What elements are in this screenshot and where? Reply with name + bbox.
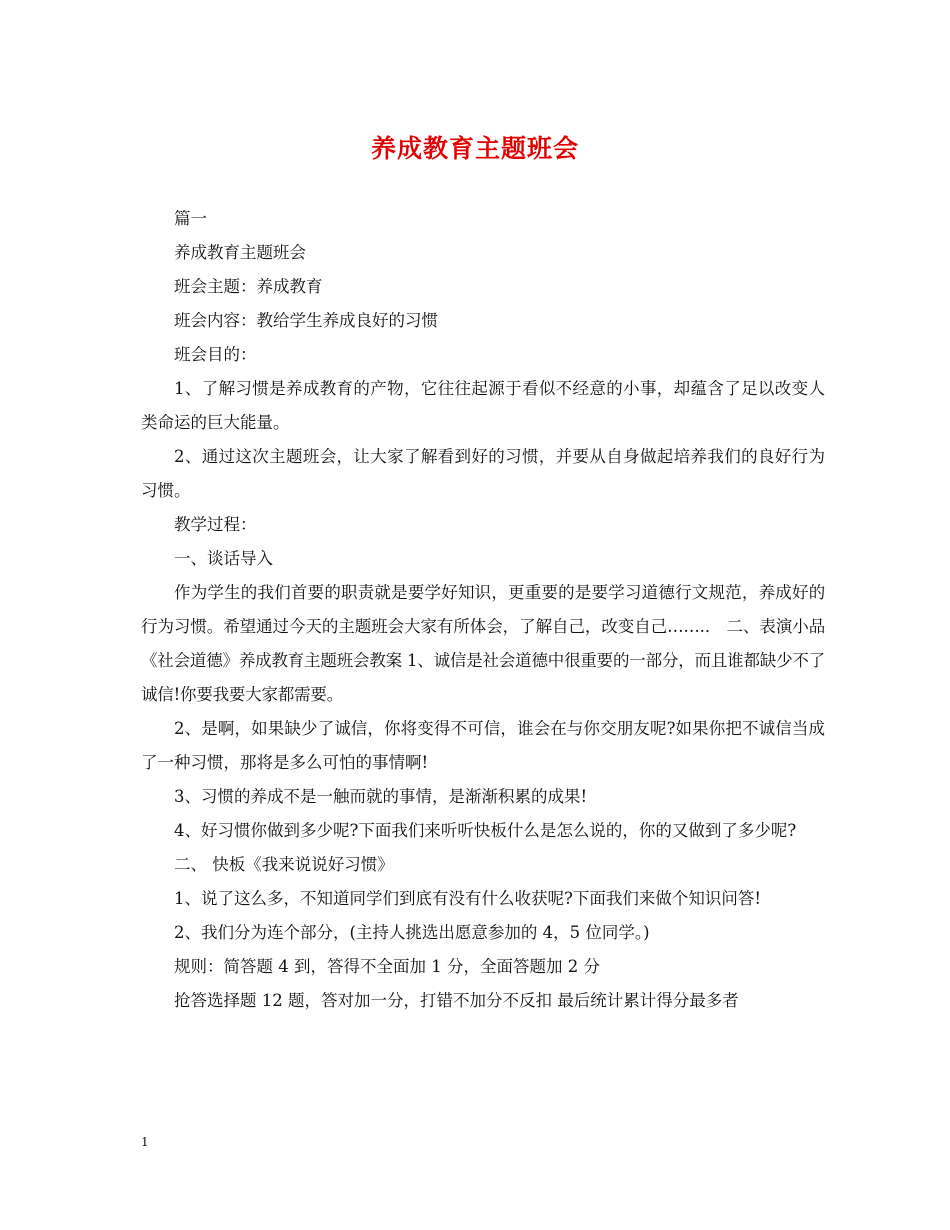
paragraph: 班会主题：养成教育	[174, 277, 323, 296]
paragraph: 作为学生的我们首要的职责就是要学好知识，更重要的是要学习道德行文规范，养成好的行为习惯。希望通过今天的主题班会大家有所体会，了解自己，改变自己…….． 二、表演小品《社会道德》养成教育主题班会教案 1、诚信是社会道德中很重要的一部分，而且谁都缺少不了诚信!你要我要大家都需要。	[141, 583, 825, 704]
paragraph: 养成教育主题班会	[174, 243, 306, 262]
paragraph: 2、是啊，如果缺少了诚信，你将变得不可信，谁会在与你交朋友呢?如果你把不诚信当成了一种习惯，那将是多么可怕的事情啊!	[141, 719, 825, 772]
paragraph: 二、 快板《我来说说好习惯》	[174, 855, 394, 874]
paragraph: 1、说了这么多，不知道同学们到底有没有什么收获呢?下面我们来做个知识问答!	[174, 889, 761, 908]
paragraph: 1、了解习惯是养成教育的产物，它往往起源于看似不经意的小事，却蕴含了足以改变人类命运的巨大能量。	[141, 379, 825, 432]
paragraph: 一、谈话导入	[174, 549, 273, 568]
paragraph: 4、好习惯你做到多少呢?下面我们来听听快板什么是怎么说的，你的又做到了多少呢?	[174, 821, 797, 840]
paragraph: 抢答选择题 12 题，答对加一分，打错不加分不反扣 最后统计累计得分最多者	[174, 991, 739, 1010]
paragraph: 班会目的：	[174, 345, 257, 364]
paragraph: 3、习惯的养成不是一触而就的事情，是渐渐积累的成果!	[174, 787, 588, 806]
paragraph: 规则：简答题 4 到，答得不全面加 1 分，全面答题加 2 分	[174, 957, 600, 976]
paragraph: 教学过程：	[174, 515, 257, 534]
page-number: 1	[141, 1135, 149, 1149]
paragraph: 2、我们分为连个部分，(主持人挑选出愿意参加的 4，5 位同学。)	[174, 923, 650, 942]
paragraph: 班会内容：教给学生养成良好的习惯	[174, 311, 438, 330]
document-body	[141, 202, 825, 1018]
paragraph: 篇一	[174, 209, 207, 228]
paragraph: 2、通过这次主题班会，让大家了解看到好的习惯，并要从自身做起培养我们的良好行为习惯。	[141, 447, 825, 500]
document-title: 养成教育主题班会	[370, 134, 579, 163]
